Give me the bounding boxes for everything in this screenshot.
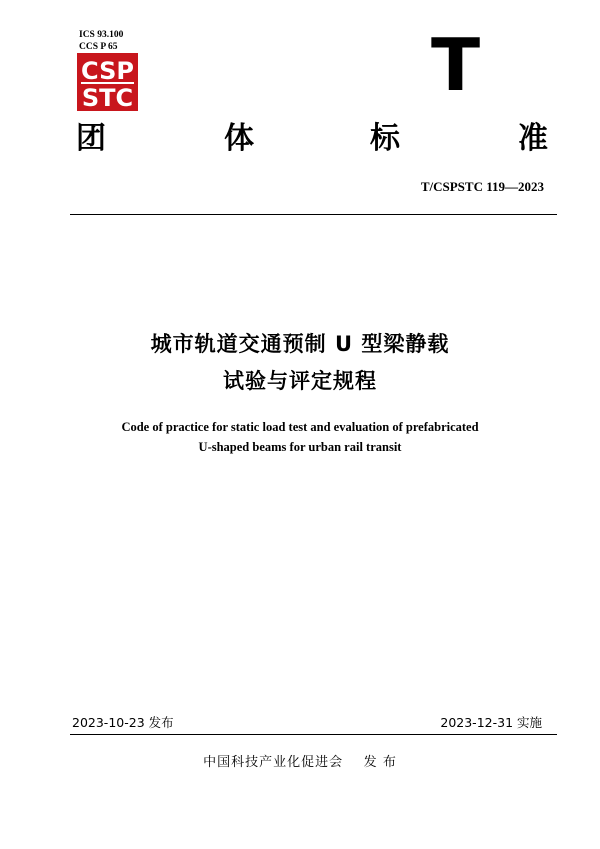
title-cn-line1: 城市轨道交通预制 U 型梁静载 [150, 332, 450, 356]
standard-letter: T [431, 23, 481, 107]
publisher: 中国科技产业化促进会 发 布 [203, 755, 397, 770]
standard-type-char: 准 [518, 121, 548, 156]
ics-code: ICS 93.100 [79, 30, 124, 40]
implementation-date: 2023-12-31 实施 [440, 715, 542, 730]
header-divider [70, 214, 557, 215]
standard-type-char: 体 [224, 121, 254, 156]
title-en-line1: Code of practice for static load test and evaluation of prefabricated [121, 420, 479, 434]
standard-type-heading [76, 118, 548, 160]
classification-codes [79, 29, 123, 53]
issue-date: 2023-10-23 发布 [72, 715, 174, 730]
standard-type-char: 团 [76, 121, 106, 156]
logo-text-line2: STC [81, 84, 134, 111]
standard-type-char: 标 [370, 121, 400, 156]
standard-number: T/CSPSTC 119—2023 [420, 179, 544, 194]
logo-text-line1: CSP [81, 57, 134, 85]
ccs-code: CCS P 65 [79, 42, 118, 52]
cspstc-logo [77, 53, 138, 111]
title-en-line2: U-shaped beams for urban rail transit [198, 440, 402, 454]
title-cn-line2: 试验与评定规程 [223, 369, 377, 393]
footer-divider [70, 734, 557, 735]
